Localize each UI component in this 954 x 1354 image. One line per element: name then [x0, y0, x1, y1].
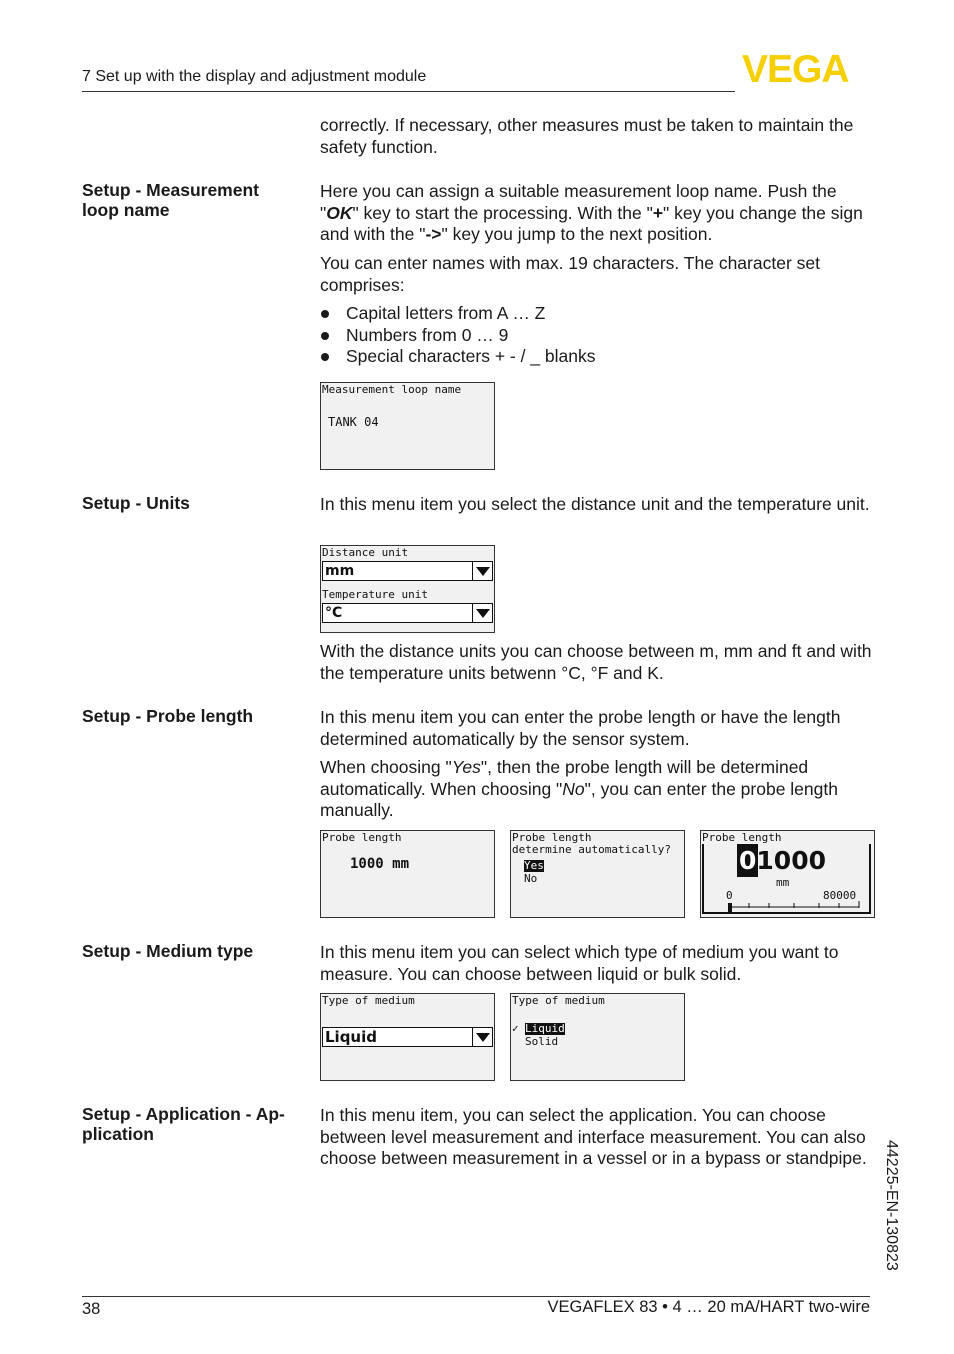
- list-item: Capital letters from A … Z: [320, 303, 880, 325]
- screen-title: Distance unit: [322, 546, 409, 559]
- svg-text:VEGA: VEGA: [742, 52, 849, 84]
- units-choice-paragraph: With the distance units you can choose between m, mm and ft and with the temperature units betwenn °C, °F and K.: [320, 641, 872, 683]
- loop-name-paragraph: Here you can assign a suitable measurement loop name. Push the "OK" key to start the processing. With the "+" key you change the sign and with the "->" key you jump to the next position.: [320, 181, 863, 245]
- page-number: 38: [82, 1300, 101, 1318]
- section-label-units: Setup - Units: [82, 493, 190, 513]
- probe-paragraph: In this menu item you can enter the probe length or have the length determined automatically by the sensor system.: [320, 707, 841, 749]
- chevron-down-icon: [472, 1028, 492, 1046]
- medium-dropdown: [322, 1027, 493, 1047]
- edit-value: 01000: [739, 846, 826, 875]
- dropdown-value: °C: [325, 605, 343, 621]
- ok-key: OK: [326, 202, 353, 223]
- screen-units: [320, 545, 495, 633]
- screen-value: TANK 04: [328, 415, 379, 429]
- option-yes-selected: Yes: [524, 859, 544, 872]
- unit-label: mm: [776, 876, 790, 889]
- list-item: Special characters + - / _ blanks: [320, 346, 880, 368]
- list-item: Numbers from 0 … 9: [320, 325, 880, 347]
- check-icon: ✓: [512, 1022, 519, 1035]
- scale-min: 0: [726, 889, 733, 902]
- screen-probe-edit: [700, 830, 875, 918]
- screen-title: Type of medium: [512, 994, 605, 1007]
- dropdown-value: mm: [325, 563, 355, 579]
- option-liquid-selected: Liquid: [525, 1022, 565, 1035]
- temperature-unit-dropdown: [322, 603, 493, 623]
- application-paragraph: In this menu item, you can select the application. You can choose between level measurement and interface measurement. You can also choose between measurement in a vessel or in a bypass or standpipe.: [320, 1105, 867, 1169]
- chevron-down-icon: [472, 562, 492, 580]
- loop-name-charset-paragraph: You can enter names with max. 19 characters. The character set comprises:: [320, 253, 820, 295]
- screen-loop-name: [320, 382, 495, 470]
- section-label-probe-length: Setup - Probe length: [82, 706, 254, 726]
- scale-max: 80000: [823, 889, 857, 902]
- cursor-digit: 0: [739, 846, 757, 875]
- screen-title: Probe length: [512, 831, 592, 844]
- probe-choice-paragraph: When choosing "Yes", then the probe length will be determined automatically. When choosing "No", you can enter the probe length manually.: [320, 757, 838, 821]
- screen-title: Type of medium: [322, 994, 415, 1007]
- screen-title: Measurement loop name: [322, 383, 462, 396]
- section-label-medium-type: Setup - Medium type: [82, 941, 254, 961]
- section-label-application: Setup - Application - Ap- plication: [82, 1104, 285, 1144]
- header-divider: [82, 91, 735, 92]
- screen-probe-auto: [510, 830, 685, 918]
- running-header: 7 Set up with the display and adjustment module: [82, 68, 427, 85]
- screen-title: Probe length: [702, 831, 782, 844]
- chevron-down-icon: [472, 604, 492, 622]
- plus-key: +: [652, 202, 664, 223]
- screen-value: 1000 mm: [350, 856, 410, 872]
- screen-title: Temperature unit: [322, 588, 428, 601]
- dropdown-value: Liquid: [325, 1028, 377, 1046]
- section-label-loop-name: Setup - Measurement loop name: [82, 180, 259, 220]
- document-id: 44225-EN-130823: [883, 1140, 900, 1271]
- medium-paragraph: In this menu item you can select which type of medium you want to measure. You can choose between liquid or bulk solid.: [320, 942, 839, 984]
- scale-bar: [701, 899, 874, 915]
- units-paragraph: In this menu item you select the distance unit and the temperature unit.: [320, 494, 870, 514]
- footer-divider: [82, 1296, 870, 1297]
- intro-paragraph: correctly. If necessary, other measures must be taken to maintain the safety function.: [320, 115, 854, 157]
- distance-unit-dropdown: [322, 561, 493, 581]
- charset-list: [320, 303, 880, 368]
- option-no: No: [524, 872, 538, 885]
- vega-logo: [742, 52, 872, 89]
- screen-medium-type: [320, 993, 495, 1081]
- screen-title: Probe length: [322, 831, 402, 844]
- screen-question: determine automatically?: [512, 843, 671, 856]
- arrow-key: ->: [425, 224, 442, 245]
- screen-probe-length: [320, 830, 495, 918]
- screen-medium-select: [510, 993, 685, 1081]
- option-solid: Solid: [525, 1035, 559, 1048]
- product-name: VEGAFLEX 83 • 4 … 20 mA/HART two-wire: [547, 1298, 870, 1316]
